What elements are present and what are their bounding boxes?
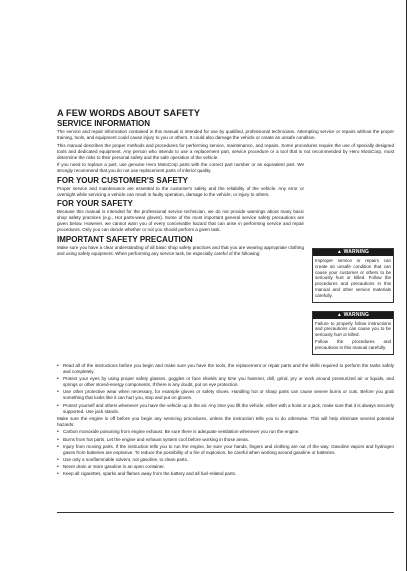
warning-header (313, 249, 393, 256)
your-safety-paragraph: Because this manual is intended for the professional service technician, we do not provide warnings about many basic shop safety practices (e.g., Hot parts-wear gloves). Some of the most important general service safety precautions are given below. However, we cannot warn you of every conceivable hazard that can arise in performing service and repair procedures. Only you can decide whether or not you should perform a given task. (57, 209, 304, 233)
service-info-paragraph: The service and repair information contained in this manual is intended for use by qualified, professional technicians. Attempting service or repairs without the proper training, tools, and equipment could cause injury to you or others. It could also damage the vehicle or create an unsafe condition. (57, 129, 394, 140)
your-safety-heading: FOR YOUR SAFETY (57, 199, 133, 209)
list-item: • Use other protective wear when necessary, for example gloves or safety shoes. Handling hot or sharp parts can cause severe burns or cuts. Before you grab something that looks like it can hurt you, stop and put on gloves. (57, 389, 394, 401)
warning-label: WARNING (343, 249, 370, 256)
right-column (312, 162, 394, 363)
right-margin-rule (406, 0, 407, 571)
list-item: • Injury from moving parts. If the instruction tells you to run the engine, be sure your hands, fingers and clothing are out of the way. Gasoline vapors and hydrogen gases from batteries are explosive. To reduce the possibility of a fire of explosion, be careful when working around gasoline or batteries. (57, 444, 394, 456)
warning-body (313, 319, 393, 354)
hazard-list (57, 429, 394, 477)
service-info-paragraph: This manual describes the proper methods and procedures for performing service, maintenance, and repairs. Some procedures require the use of specially designed tools and dedicated equipment. Any person who intends to use a replacement part, service procedure or a tool that is not recommended by Hero MotoCorp, must determine the risks to their personal safety and the safe operation of the vehicle. (57, 142, 394, 160)
important-precaution-intro: Make sure you have a clear understanding of all basic shop safety practices and that you are wearing appropriate clothing and using safety equipment. When performing any service task, be especially careful of the following: (57, 244, 304, 256)
list-item: • Keep all cigarettes, sparks and flames away from the battery and all fuel-related parts. (57, 471, 394, 477)
warning-header (313, 312, 393, 319)
warning-text: Improper service or repairs can create an unsafe condition that can cause your customer or others to be seriously hurt or killed. Follow the procedures and precautions in this manual and other service materials carefully. (315, 257, 391, 299)
customers-safety-heading: FOR YOUR CUSTOMER'S SAFETY (57, 175, 188, 185)
list-item: • Protect yourself and others whenever you have the vehicle up in the air. Any time you lift the vehicle, either with a hoist or a jack, make sure that it is always securely supported. Use jack stands. (57, 403, 394, 415)
precaution-list (57, 363, 394, 415)
left-column (57, 162, 304, 363)
warning-triangle-icon: ▲ (336, 249, 342, 256)
customers-safety-paragraph: Proper service and maintenance are essential to the customer's safety and the reliability of the vehicle. Any error or oversight while servicing a vehicle can result in faulty operation, damage to the vehicle, or injury to others. (57, 185, 304, 197)
warning-box (312, 248, 394, 303)
service-information-heading: SERVICE INFORMATION (57, 119, 151, 128)
warning-box (312, 311, 394, 355)
engine-off-paragraph: Make sure the engine is off before you begin any servicing procedures, unless the instruction tells you to do otherwise. This will help eliminate several potential hazards: (57, 415, 394, 427)
page-title: A FEW WORDS ABOUT SAFETY (57, 108, 201, 118)
warning-triangle-icon: ▲ (336, 312, 342, 319)
warning-text: Failure to properly follow instructions and precautions can cause you to be seriously hurt or killed. (315, 320, 391, 338)
list-item: • Protect your eyes by using proper safety glasses, goggles or face shields any time you hammer, drill, grind, pry or work around pressurized air or liquids, and springs or other stored-energy components. If there is any doubt, put on eye protection. (57, 376, 394, 388)
bottom-rule (57, 512, 394, 513)
list-item: • Never drain or store gasoline in an open container. (57, 464, 394, 470)
warning-text: Follow the procedures and precautions in this manual carefully. (315, 339, 391, 351)
list-item: • Use only a nonflammable solvent, not gasoline, to clean parts. (57, 457, 394, 463)
warning-label: WARNING (343, 312, 370, 319)
list-item: • Carbon monoxide poisoning from engine exhaust. Be sure there is adequate ventilation whenever you run the engine. (57, 429, 394, 435)
two-column-section (57, 162, 394, 363)
service-info-paragraph: If you need to replace a part, use genuine Hero MotoCorp parts with the correct part number or an equivalent part. We strongly recommend that you do not use replacement parts of inferior quality. (57, 162, 304, 174)
list-item: • Read all of the instructions before you begin and make sure you have the tools, the replacement or repair parts and the skills required to perform the tasks safely and completely. (57, 363, 394, 375)
important-precaution-heading: IMPORTANT SAFETY PRECAUTION (57, 234, 193, 244)
warning-body (313, 256, 393, 302)
list-item: • Burns from hot parts. Let the engine and exhaust system cool before working in those areas. (57, 437, 394, 443)
safety-page (57, 108, 394, 479)
